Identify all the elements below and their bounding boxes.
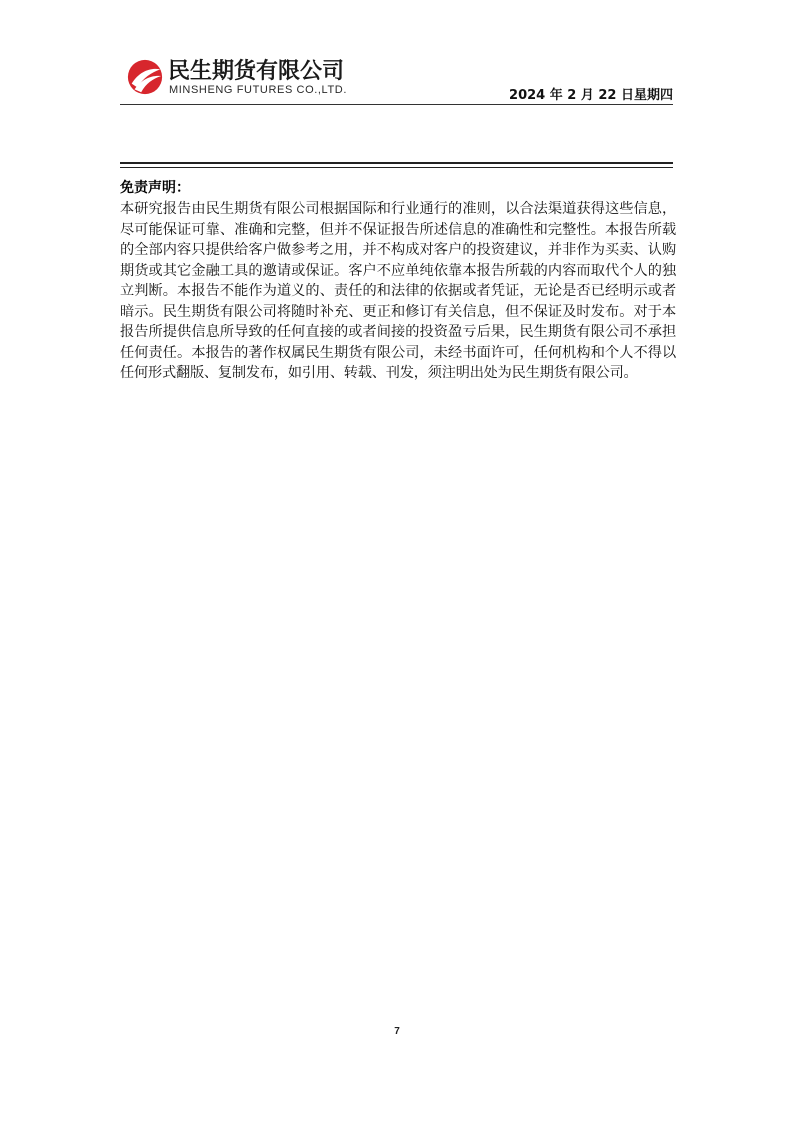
- section-double-divider: [120, 162, 673, 168]
- page-number: 7: [394, 1026, 400, 1037]
- company-name-cn: 民生期货有限公司: [168, 59, 345, 84]
- disclaimer-body: 本研究报告由民生期货有限公司根据国际和行业通行的准则，以合法渠道获得这些信息，尽可能保证可靠、准确和完整，但并不保证报告所述信息的准确性和完整性。本报告所载的全部内容只提供给客户做参考之用，并不构成对客户的投资建议，并非作为买卖、认购期货或其它金融工具的邀请或保证。客户不应单纯依靠本报告所载的内容而取代个人的独立判断。本报告不能作为道义的、责任的和法律的依据或者凭证，无论是否已经明示或者暗示。民生期货有限公司将随时补充、更正和修订有关信息，但不保证及时发布。对于本报告所提供信息所导致的任何直接的或者间接的投资盈亏后果，民生期货有限公司不承担任何责任。本报告的著作权属民生期货有限公司，未经书面许可，任何机构和个人不得以任何形式翻版、复制发布，如引用、转载、刊发，须注明出处为民生期货有限公司。: [120, 201, 676, 381]
- disclaimer-title: 免责声明：: [120, 180, 190, 196]
- header-divider: [120, 104, 673, 105]
- minsheng-swoosh-logo-icon: [126, 58, 164, 96]
- page-header: [120, 50, 673, 106]
- disclaimer-section: [120, 177, 676, 384]
- company-name-en: MINSHENG FUTURES CO.,LTD.: [169, 84, 347, 96]
- report-date: 2024 年 2 月 22 日星期四: [509, 88, 673, 103]
